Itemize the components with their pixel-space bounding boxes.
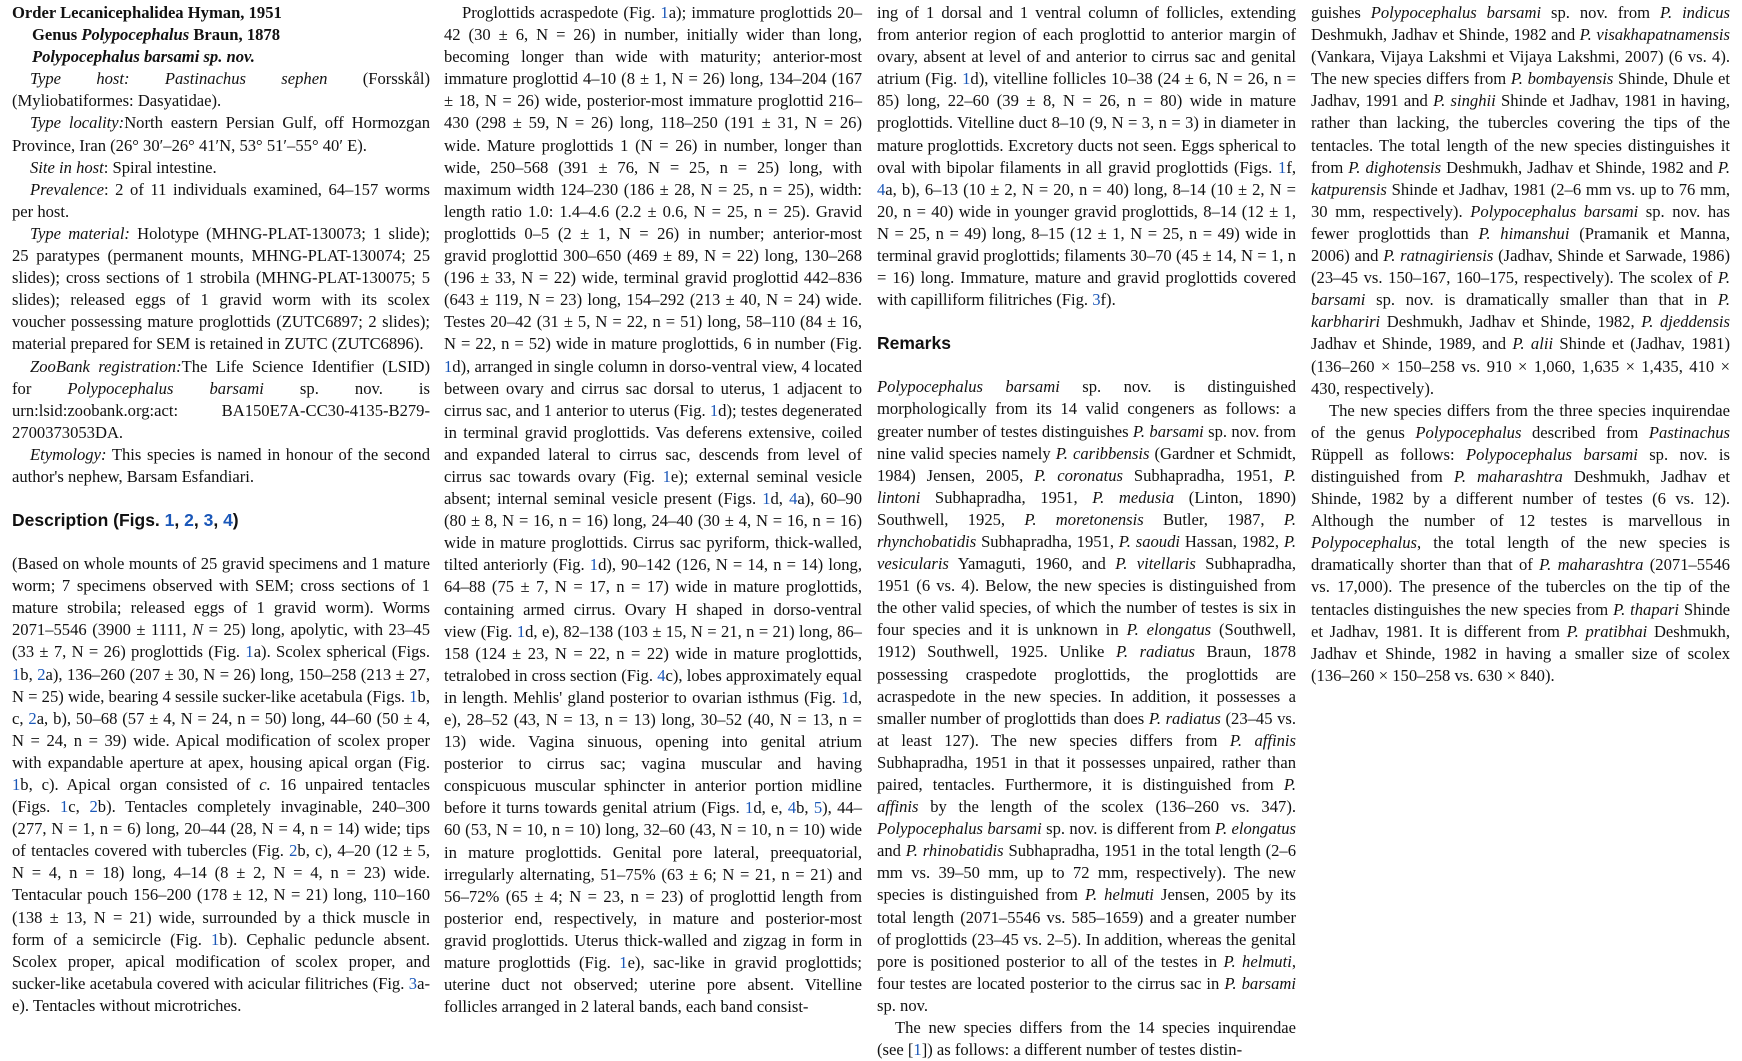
fig-link[interactable]: 2	[184, 510, 194, 531]
fig-link[interactable]: 2	[89, 797, 98, 817]
comparison-paragraph: guishes Polypocephalus barsami sp. nov. from P. indicus Deshmukh, Jadhav et Shinde, 1982 and P. visakhapatnamensis (Vankara, Vijaya Lakshmi et Vijaya Lakshmi, 2007) (6 vs. 4). The new species differs from P. bombayensis Shinde, Dhule et Jadhav, 1991 and P. singhii Shinde et Jadhav, 1981 in having, rather than lacking, the tubercles covering the tips of the tentacles. The total length of the new species distinguishes it from P. dighotensis Deshmukh, Jadhav et Shinde, 1982 and P. katpurensis Shinde et Jadhav, 1981 (2–6 mm vs. up to 76 mm, 30 mm, respectively). Polypocephalus barsami sp. nov. has fewer proglottids than P. himanshui (Pramanik et Manna, 2006) and P. ratnagiriensis (Jadhav, Shinde et Sarwade, 1986) (23–45 vs. 150–167, 160–175, respectively). The scolex of P. barsami sp. nov. is dramatically smaller than that in P. karbhariri Deshmukh, Jadhav et Shinde, 1982, P. djeddensis Jadhav et Shinde, 1989, and P. alii Shinde et (Jadhav, 1981) (136–260 × 150–258 vs. 910 × 1,060, 1,635 × 1,435, 410 × 430, respectively).	[1311, 3, 1731, 398]
fig-link[interactable]: 1	[762, 489, 771, 509]
fig-link[interactable]: 1	[210, 929, 220, 949]
etymology: Etymology: This species is named in honour of the second author's nephew, Barsam Esfandiari.	[12, 444, 430, 486]
fig-link[interactable]: 1	[962, 69, 971, 89]
inquirendae-paragraph: The new species differs from the three species inquirendae of the genus Polypocephalus described from Pastinachus Rüppell as follows: Polypocephalus barsami sp. nov. is distinguished from P. maharashtra Deshmukh, Jadhav et Shinde, 1982 by a different number of testes (6 vs. 12). Although the number of 12 testes is marvellous in Polypocephalus, the total length of the new species is dramatically shorter than that of P. maharashtra (2071–5546 vs. 17,000). The presence of the tubercles on the tip of the tentacles distinguishes the new species from P. thapari Shinde et Jadhav, 1981. It is different from P. pratibhai Deshmukh, Jadhav et Shinde, 1982 in having a smaller size of scolex (136–260 × 150–258 vs. 630 × 840).	[1311, 400, 1730, 685]
description-heading: Description (Figs. 1, 2, 3, 4)	[12, 510, 239, 531]
fig-link[interactable]: 1	[1278, 157, 1287, 177]
order-heading: Order Lecanicephalidea Hyman, 1951	[12, 3, 282, 22]
fig-link[interactable]: 1	[444, 356, 453, 376]
fig-link[interactable]: 1	[745, 798, 754, 818]
prevalence: Prevalence: 2 of 11 individuals examined, 64–157 worms per host.	[12, 179, 430, 221]
fig-link[interactable]: 1	[841, 687, 850, 707]
fig-link[interactable]: 4	[877, 179, 886, 199]
fig-link[interactable]: 2	[28, 708, 37, 728]
site-in-host: Site in host: Spiral intestine.	[30, 157, 217, 177]
fig-link[interactable]: 2	[289, 841, 298, 861]
fig-link[interactable]: 1	[660, 3, 669, 22]
fig-link[interactable]: 3	[203, 510, 214, 531]
fig-link[interactable]: 4	[787, 798, 797, 818]
fig-link[interactable]: 2	[37, 664, 46, 684]
vitelline-paragraph: ing of 1 dorsal and 1 ventral column of follicles, extending from anterior region of each proglottid to anterior margin of ovary, absent at level of and anterior to cirrus sac and genital atrium (Fig. 1d), vitelline follicles 10–38 (24 ± 6, N = 26, n = 85) long, 22–60 (39 ± 8, N = 26, n = 80) wide in mature proglottids. Vitelline duct 8–10 (9, N = 3, n = 3) in diameter in mature proglottids. Excretory ducts not seen. Eggs spherical to oval with bipolar filaments in all gravid proglottids (Figs. 1f, 4a, b), 6–13 (10 ± 2, N = 20, n = 40) long, 8–14 (10 ± 2, N = 20, n = 40) wide in younger gravid proglottids, 8–14 (12 ± 1, N = 25, n = 49) long, 8–15 (12 ± 1, N = 25, n = 49) wide in terminal gravid proglottids; filaments 30–70 (45 ± 14, N = 1, n = 16) long. Immature, mature and gravid proglottids covered with capilliform filitriches (Fig. 3f).	[877, 3, 1296, 310]
type-host: Type host: Pastinachus sephen (Forsskål) (Myliobatiformes: Dasyatidae).	[12, 69, 430, 111]
fig-link[interactable]: 1	[589, 555, 599, 575]
genus-heading: Genus Polypocephalus Braun, 1878	[32, 25, 281, 45]
fig-link[interactable]: 1	[59, 797, 69, 817]
proglottids-paragraph: Proglottids acraspedote (Fig. 1a); immature proglottids 20–42 (30 ± 6, N = 26) in number, initially wider than long, becoming longer than wide with maturity; anterior-most immature proglottid 4–10 (8 ± 1, N = 26) long, 134–204 (167 ± 18, N = 26) wide, posterior-most immature proglottid 216–430 (298 ± 59, N = 26) long, 118–250 (191 ± 31, N = 26) wide. Mature proglottids 1 (N = 26) in number, longer than wide, 250–568 (391 ± 76, N = 25, n = 25) long, with maximum width 124–230 (186 ± 28, N = 25, n = 25), width: length ratio 1.0: 1.4–4.6 (2.2 ± 0.6, N = 25, n = 25). Gravid proglottids 0–5 (2 ± 1, N = 26) in number; anterior-most gravid proglottid 300–650 (469 ± 89, N = 22) long, 130–268 (196 ± 33, N = 22) wide, terminal gravid proglottid 442–836 (643 ± 119, N = 23) long, 154–292 (213 ± 40, N = 24) wide. Testes 20–42 (31 ± 5, N = 22, n = 51) long, 58–110 (84 ± 16, N = 22, n = 52) wide in mature proglottids, 6 in number (Fig. 1d), arranged in single column in dorso-ventral view, 4 located between ovary and cirrus sac dorsal to uterus, 1 adjacent to cirrus sac, and 1 anterior to uterus (Fig. 1d); testes degenerated in terminal gravid proglottids. Vas deferens extensive, coiled and expanded lateral to cirrus sac, descends from level of cirrus sac towards ovary (Fig. 1e); external seminal vesicle absent; internal seminal vesicle present (Figs. 1d, 4a), 60–90 (80 ± 8, N = 16, n = 16) long, 24–40 (30 ± 4, N = 16, n = 16) wide in mature proglottids. Cirrus sac pyriform, thick-walled, tilted anteriorly (Fig. 1d), 90–142 (126, N = 14, n = 14) long, 64–88 (75 ± 7, N = 17, n = 17) wide in mature proglottids, containing armed cirrus. Ovary H shaped in dorso-ventral view (Fig. 1d, e), 82–138 (103 ± 15, N = 21, n = 21) long, 86–158 (124 ± 23, N = 22, n = 22) wide in mature proglottids, tetralobed in cross section (Fig. 4c), lobes approximately equal in length. Mehlis' gland posterior to ovarian isthmus (Fig. 1d, e), 28–52 (43, N = 13, n = 13) long, 30–52 (40, N = 13, n = 13) wide. Vagina sinuous, opening into genital atrium posterior to cirrus sac; vagina muscular and having conspicuous muscular sphincter in anterior portion midline before it turns towards genital atrium (Figs. 1d, e, 4b, 5), 44–60 (53, N = 10, n = 10) long, 32–60 (43, N = 10, n = 10) wide in mature proglottids. Genital pore lateral, preequatorial, irregularly alternating, 51–75% (63 ± 6; N = 21, n = 21) and 56–72% (65 ± 4; N = 23, n = 23) of proglottid length from posterior end, respectively, in mature and posterior-most gravid proglottids. Uterus thick-walled and zigzag in form in mature proglottids (Fig. 1e), sac-like in gravid proglottids; uterine duct not observed; uterine pore absent. Vitelline follicles arranged in 2 lateral bands, each band consist-	[444, 3, 862, 1017]
reference-link[interactable]: 1	[913, 1040, 922, 1060]
species-heading: Polypocephalus barsami sp. nov.	[32, 47, 255, 67]
fig-link[interactable]: 1	[12, 775, 21, 794]
column-1	[12, 2, 430, 1017]
fig-link[interactable]: 1	[409, 686, 418, 706]
description-paragraph: (Based on whole mounts of 25 gravid specimens and 1 mature worm; 7 specimens observed with SEM; cross sections of 1 mature strobila; released eggs of 1 gravid worm). Worms 2071–5546 (3900 ± 1111, N = 25) long, apolytic, with 23–45 (33 ± 7, N = 26) proglottids (Fig. 1a). Scolex spherical (Figs. 1b, 2a), 136–260 (207 ± 30, N = 26) long, 150–258 (213 ± 27, N = 25) wide, bearing 4 sessile sucker-like acetabula (Figs. 1b, c, 2a, b), 50–68 (57 ± 4, N = 24, n = 50) long, 44–60 (50 ± 4, N = 24, n = 39) wide. Apical modification of scolex proper with expandable aperture at apex, housing apical organ (Fig. 1b, c). Apical organ consisted of c. 16 unpaired tentacles (Figs. 1c, 2b). Tentacles completely invaginable, 240–300 (277, N = 1, n = 6) long, 20–44 (28, N = 4, n = 14) wide; tips of tentacles covered with tubercles (Fig. 2b, c), 4–20 (12 ± 5, N = 4, n = 18) long, 4–14 (8 ± 2, N = 4, n = 23) wide. Tentacular pouch 156–200 (178 ± 12, N = 21) long, 110–160 (138 ± 13, N = 21) wide, surrounded by a thick muscle in form of a semicircle (Fig. 1b). Cephalic peduncle absent. Scolex proper, apical modification of scolex proper, and sucker-like acetabula covered with acicular filitriches (Fig. 3a-e). Tentacles without microtriches.	[12, 554, 431, 1015]
fig-link[interactable]: 3	[1092, 290, 1101, 310]
remarks-heading: Remarks	[877, 333, 951, 354]
remarks-paragraph: Polypocephalus barsami sp. nov. is distinguished morphologically from its 14 valid congeners as follows: a greater number of testes distinguishes P. barsami sp. nov. from nine valid species namely P. caribbensis (Gardner et Schmidt, 1984) Jensen, 2005, P. coronatus Subhapradha, 1951, P. lintoni Subhapradha, 1951, P. medusia (Linton, 1890) Southwell, 1925, P. moretonensis Butler, 1987, P. rhynchobatidis Subhapradha, 1951, P. saoudi Hassan, 1982, P. vesicularis Yamaguti, 1960, and P. vitellaris Subhapradha, 1951 (6 vs. 4). Below, the new species is distinguished from the other valid species, of which the number of testes is six in four species and it is unknown in P. elongatus (Southwell, 1912) Southwell, 1925. Unlike P. radiatus Braun, 1878 possessing craspedote proglottids, the proglottids are acraspedote in the new species. In addition, it possesses a smaller number of proglottids than does P. radiatus (23–45 vs. at least 127). The new species differs from P. affinis Subhapradha, 1951 in that it possesses unpaired, rather than paired, tentacles. Furthermore, it is distinguished from P. affinis by the length of the scolex (136–260 vs. 347). Polypocephalus barsami sp. nov. is different from P. elongatus and P. rhinobatidis Subhapradha, 1951 in the total length (2–6 mm vs. 39–50 mm, up to 72 mm, respectively). The new species is distinguished from P. helmuti Jensen, 2005 by its total length (2071–5546 vs. 585–1659) and a greater number of proglottids (23–45 vs. 2–5). In addition, whereas the genital pore is positioned posterior to all of the testes in P. helmuti, four testes are located posterior to the cirrus sac in P. barsami sp. nov.	[877, 377, 1297, 1015]
fig-link[interactable]: 1	[164, 510, 175, 531]
fig-link[interactable]: 1	[245, 642, 254, 662]
fig-link[interactable]: 4	[657, 665, 666, 685]
fig-link[interactable]: 1	[662, 466, 671, 486]
column-4	[1311, 2, 1730, 687]
fig-link[interactable]: 1	[619, 953, 628, 973]
fig-link[interactable]: 4	[223, 510, 233, 531]
fig-link[interactable]: 5	[813, 798, 823, 818]
fig-link[interactable]: 1	[709, 400, 719, 420]
fig-link[interactable]: 1	[12, 664, 21, 684]
fig-link[interactable]: 1	[516, 621, 526, 641]
remarks-paragraph-2: The new species differs from the 14 species inquirendae (see [1]) as follows: a different number of testes distin-	[877, 1018, 1296, 1060]
column-2	[444, 2, 862, 1018]
type-material: Type material: Holotype (MHNG-PLAT-130073; 1 slide); 25 paratypes (permanent mounts, MHNG-PLAT-130074; 25 slides); cross sections of 1 strobila (MHNG-PLAT-130075; 5 slides); released eggs of 1 gravid worm with its scolex voucher possessing mature proglottids (ZUTC6897; 2 slides); material prepared for SEM is retained in ZUTC (ZUTC6896).	[12, 223, 430, 354]
column-3	[877, 2, 1296, 1061]
fig-link[interactable]: 3	[408, 973, 418, 993]
type-locality: Type locality:North eastern Persian Gulf, off Hormozgan Province, Iran (26° 30′–26° 41′N, 53° 51′–55° 40′ E).	[12, 113, 430, 155]
zoobank-registration: ZooBank registration:The Life Science Identifier (LSID) for Polypocephalus barsami sp. nov. is urn:lsid:zoobank.org:act: BA150E7A-CC30-4135-B279-2700373053DA.	[12, 356, 430, 442]
fig-link[interactable]: 4	[789, 489, 798, 509]
